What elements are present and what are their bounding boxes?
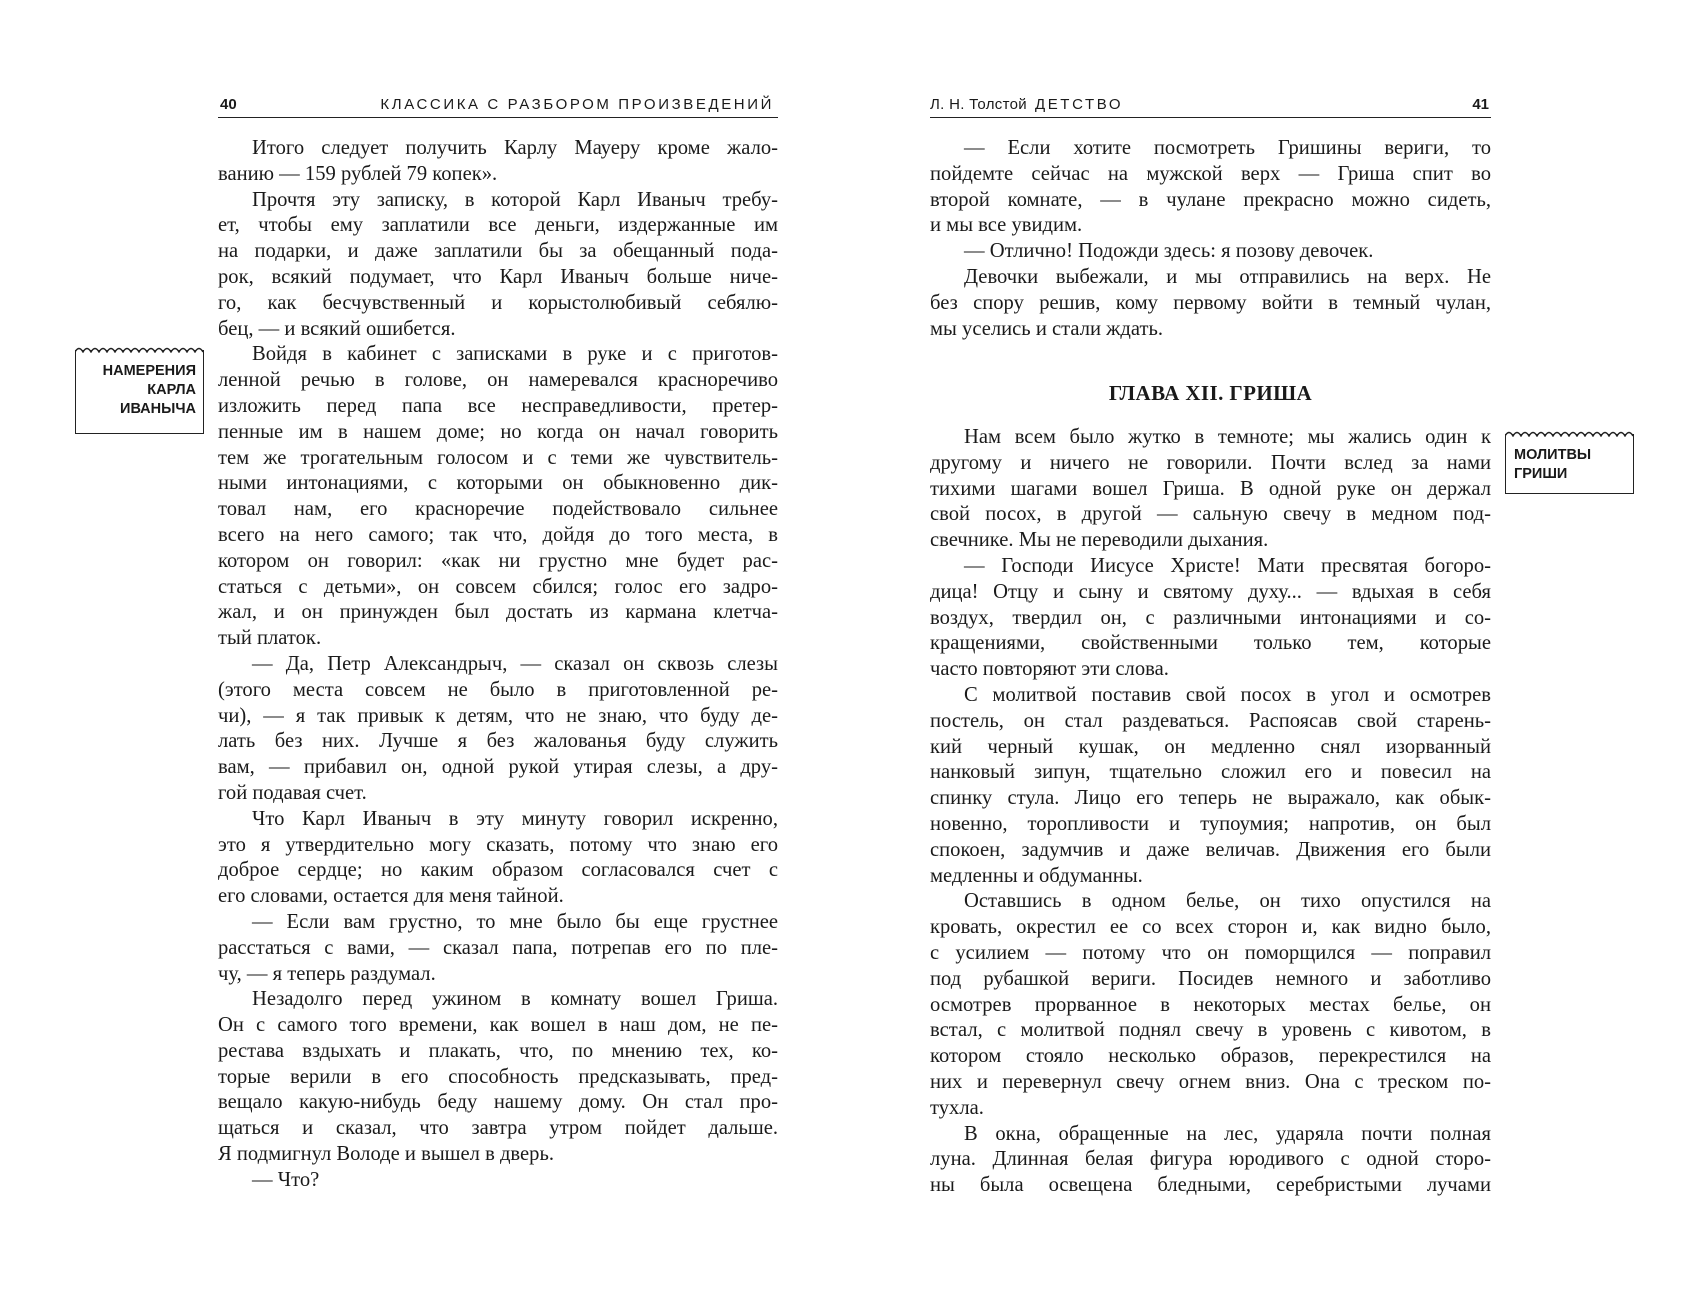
text-line: бец, — и всякий ошибется. — [218, 317, 456, 340]
text-line: ными интонациями, с которыми он обыкновенно дик- — [218, 472, 778, 495]
text-line: тый платок. — [218, 627, 322, 650]
page-number: 40 — [220, 96, 237, 113]
text-line: тихими шагами вошел Гриша. В одной руке он держал — [930, 477, 1491, 500]
text-line: пенные им в нашем доме; но когда он начал говорить — [218, 420, 778, 443]
text-line: Нам всем было жутко в темноте; мы жались один к — [964, 426, 1491, 448]
text-line: ванию — 159 рублей 79 копек». — [218, 162, 498, 185]
text-line: доброе сердце; но каким образом согласовался счет с — [218, 859, 778, 882]
text-line: кий черный кушак, он медленно снял изорванный — [930, 735, 1491, 758]
text-line: щаться и сказал, что завтра утром пойдет дальше. — [218, 1117, 778, 1140]
text-line: лать без них. Лучше я без жалованья буду служить — [218, 730, 778, 753]
text-line: мы уселись и стали ждать. — [930, 317, 1164, 340]
text-line: пойдемте сейчас на мужской верх — Гриша спит во — [930, 162, 1491, 185]
margin-note-line: НАМЕРЕНИЯ — [102, 363, 196, 379]
body-text — [218, 136, 778, 1194]
margin-note-line: ИВАНЫЧА — [120, 401, 196, 417]
text-line: кращениями, свойственными только тем, которые — [930, 632, 1491, 655]
text-line: ет, чтобы ему заплатили все деньги, издержанные им — [218, 214, 778, 237]
text-line: на подарки, и даже заплатили бы за обещанный пода- — [218, 240, 778, 263]
text-line: тем же трогательным голосом и с теми же чувствитель- — [218, 446, 778, 469]
text-line: — Отлично! Подожди здесь: я позову девочек. — [964, 240, 1374, 263]
chapter-title: ГЛАВА XII. ГРИША — [1108, 381, 1313, 405]
text-line: Он с самого того времени, как вошел в наш дом, не пе- — [218, 1014, 778, 1037]
text-line: тухла. — [930, 1096, 984, 1119]
text-line: и мы все увидим. — [930, 214, 1083, 237]
margin-note-line: МОЛИТВЫ — [1514, 447, 1592, 463]
text-line: Девочки выбежали, и мы отправились на верх. Не — [964, 265, 1491, 288]
text-line: другому и ничего не говорили. Почти вслед за нами — [930, 451, 1491, 474]
book-title: ДЕТСТВО — [1034, 96, 1124, 113]
text-line: рестава вздыхать и плакать, что, по мнению тех, ко- — [218, 1039, 778, 1062]
margin-note-line: ГРИШИ — [1514, 466, 1568, 482]
text-line: — Да, Петр Александрыч, — сказал он сквозь слезы — [252, 652, 778, 675]
text-line: (этого места совсем не было в приготовленной ре- — [218, 678, 778, 701]
text-line: свечнике. Мы не переводили дыхания. — [930, 529, 1269, 552]
text-line: Незадолго перед ужином в комнату вошел Гриша. — [252, 988, 778, 1011]
text-line: Прочтя эту записку, в которой Карл Иваныч требу- — [252, 188, 778, 211]
text-line: второй комнате, — в чулане прекрасно можно сидеть, — [930, 188, 1491, 211]
right-page — [845, 0, 1690, 1312]
body-text — [930, 425, 1491, 1199]
text-line: ленной речью в голове, он намеревался красноречиво — [218, 369, 778, 392]
text-line: Войдя в кабинет с записками в руке и с приготов- — [252, 343, 778, 366]
text-line: — Господи Иисусе Христе! Мати пресвятая богоро- — [964, 554, 1491, 577]
text-line: часто повторяют эти слова. — [930, 658, 1169, 681]
text-line: нанковый зипун, тщательно сложил его и повесил на — [930, 761, 1491, 784]
text-line: Оставшись в одном белье, он тихо опустился на — [964, 890, 1491, 913]
author-name: Л. Н. Толстой — [930, 96, 1027, 113]
text-line: С молитвой поставив свой посох в угол и осмотрев — [964, 683, 1491, 706]
text-line: расстаться с вами, — сказал папа, потрепав его по пле- — [218, 936, 778, 959]
text-line: луна. Длинная белая фигура юродивого с одной сторо- — [930, 1148, 1491, 1171]
text-line: товал нам, его красноречие подействовало сильнее — [218, 498, 778, 521]
text-line: с усилием — потому что он поморщился — поправил — [930, 941, 1491, 964]
text-line: постель, он стал раздеваться. Распоясав свой старень- — [930, 709, 1491, 732]
text-line: рок, всякий подумает, что Карл Иваныч больше ниче- — [218, 265, 778, 288]
running-header — [218, 93, 778, 118]
margin-note — [1505, 434, 1634, 494]
text-line: — Если вам грустно, то мне было бы еще грустнее — [252, 910, 778, 933]
text-line: осмотрев прорванное в некоторых местах белье, он — [930, 993, 1491, 1016]
text-line: кровать, окрестил ее со всех сторон и, как видно было, — [930, 916, 1491, 939]
text-line: это я утвердительно могу сказать, потому что знаю его — [218, 833, 778, 856]
text-line: котором он говорил: «как ни грустно мне будет рас- — [218, 549, 778, 572]
text-line: — Если хотите посмотреть Гришины вериги, то — [964, 137, 1491, 159]
page-number: 41 — [1472, 96, 1489, 113]
text-line: го, как бесчувственный и корыстолюбивый себялю- — [218, 291, 778, 314]
text-line: торые верили в его способность предсказывать, пред- — [218, 1065, 778, 1088]
text-line: спинку стула. Лицо его теперь не выражало, как обык- — [930, 787, 1491, 810]
text-line: его словами, остается для меня тайной. — [218, 885, 564, 908]
wavy-border-icon — [75, 345, 204, 353]
text-line: Я подмигнул Володе и вышел в дверь. — [218, 1143, 555, 1166]
series-title: КЛАССИКА С РАЗБОРОМ ПРОИЗВЕДЕНИЙ — [380, 96, 774, 113]
text-line: без спору решив, кому первому войти в темный чулан, — [930, 291, 1491, 314]
text-line: гой подавая счет. — [218, 781, 367, 804]
text-line: котором стояло несколько образов, перекрестился на — [930, 1045, 1491, 1068]
text-line: вещало какую-нибудь беду нашему дому. Он стал про- — [218, 1091, 778, 1114]
book-header — [930, 96, 1123, 113]
text-line: дица! Отцу и сыну и святому духу... — вдыхая в себя — [930, 580, 1491, 603]
wavy-border-icon — [1505, 429, 1634, 437]
text-line: спокоен, задумчив и даже величав. Движения его были — [930, 838, 1491, 861]
text-line: всего на него самого; так что, дойдя до того места, в — [218, 523, 778, 546]
text-line: — Что? — [252, 1168, 320, 1191]
text-line: изложить перед папа все несправедливости, претер- — [218, 394, 778, 417]
running-header — [930, 93, 1491, 118]
text-line: статься с детьми», он совсем сбился; голос его задро- — [218, 575, 778, 598]
text-line: новенно, торопливости и тупоумия; напротив, он был — [930, 812, 1491, 835]
text-line: В окна, обращенные на лес, ударяла почти полная — [964, 1122, 1491, 1145]
text-line: них и перевернул свечу огнем вниз. Она с треском по- — [930, 1070, 1491, 1093]
text-line: воздух, твердил он, с различными интонациями и со- — [930, 606, 1491, 629]
text-line: Итого следует получить Карлу Мауеру кроме жало- — [252, 137, 778, 159]
text-line: чу, — я теперь раздумал. — [218, 962, 436, 985]
text-line: под рубашкой вериги. Посидев немного и заботливо — [930, 967, 1491, 990]
text-line: Что Карл Иваныч в эту минуту говорил искренно, — [252, 807, 778, 830]
body-text — [930, 136, 1491, 342]
text-line: медленны и обдуманны. — [930, 864, 1143, 887]
text-line: чи), — я так привык к детям, что не знаю, что буду де- — [218, 704, 778, 727]
text-line: свой посох, в другой — сальную свечу в медном под- — [930, 503, 1491, 526]
text-line: встал, с молитвой поднял свечу в уровень с кивотом, в — [930, 1019, 1491, 1042]
text-line: жал, и он принужден был достать из кармана клетча- — [218, 601, 778, 624]
margin-note-line: КАРЛА — [147, 382, 196, 398]
margin-note — [75, 350, 204, 434]
text-line: ны была освещена бледными, серебристыми лучами — [930, 1174, 1491, 1197]
text-line: вам, — прибавил он, одной рукой утирая слезы, а дру- — [218, 756, 778, 779]
